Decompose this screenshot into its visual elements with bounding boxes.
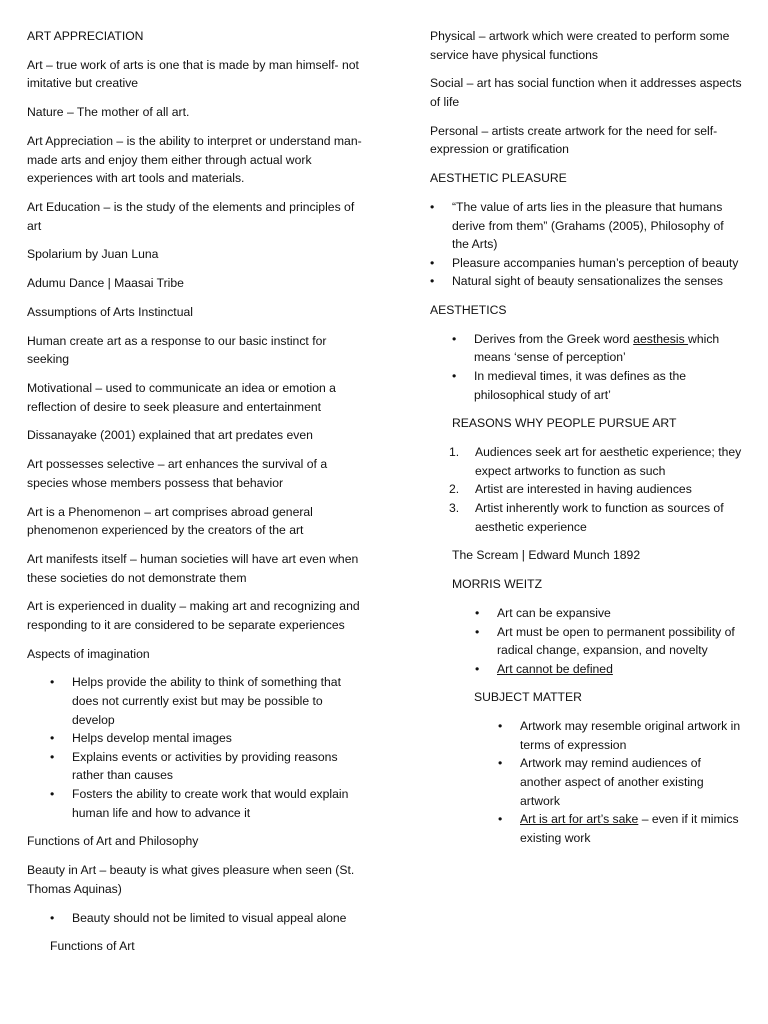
bullet-icon: • [50,910,55,925]
paragraph-nature: Nature – The mother of all art. [27,105,190,120]
paragraph-personal: Personal – artists create artwork for the need for self-expression or gratification [430,123,718,157]
paragraph-functions-of-art: Functions of Art [50,939,135,954]
heading-reasons: REASONS WHY PEOPLE PURSUE ART [452,416,677,431]
paragraph-art-education: Art Education – is the study of the elements and principles of art [27,199,355,233]
paragraph-duality: Art is experienced in duality – making art and recognizing and responding to it are considered to be separate experiences [27,599,360,632]
list-number: 3. [449,500,460,515]
list-item: • Artwork may resemble original artwork in terms of expression [498,719,741,752]
paragraph-selective: Art possesses selective – art enhances the survival of a species whose members possess that behavior [27,457,328,490]
paragraph-social: Social – art has social function when it addresses aspects of life [430,76,742,109]
list-item: • Fosters the ability to create work that would explain human life and how to advance it [50,787,349,820]
right-column [430,27,742,858]
list-item: • Beauty should not be limited to visual appeal alone [72,909,365,928]
list-item: • Pleasure accompanies human’s perception of beauty [452,254,742,273]
left-column [27,27,365,966]
bullet-icon: • [475,661,480,676]
paragraph-functions-philosophy: Functions of Art and Philosophy [27,834,199,849]
list-item: • Natural sight of beauty sensationalizes the senses [452,272,742,291]
list-item: • Art is art for art’s sake – even if it mimics existing work [498,812,739,845]
subject-list [430,717,742,847]
heading-aesthetics: AESTHETICS [430,303,507,318]
bullet-icon: • [452,331,457,346]
heading-morris-weitz: MORRIS WEITZ [452,577,543,592]
list-item: • Helps develop mental images [72,729,365,748]
imagination-list [27,673,365,822]
weitz-list [430,604,742,678]
bullet-icon: • [475,605,480,620]
list-item: 1. Audiences seek art for aesthetic experience; they expect artworks to function as such [449,445,742,478]
bullet-icon: • [50,787,55,801]
paragraph-motivational: Motivational – used to communicate an idea or emotion a reflection of desire to seek pleasure and entertainment [27,381,336,414]
list-number: 1. [449,445,460,460]
bullet-icon: • [498,756,503,771]
bullet-icon: • [50,749,55,764]
bullet-icon: • [50,675,55,690]
paragraph-art-appreciation: Art Appreciation – is the ability to interpret or understand man-made arts and enjoy them either through actual work experiences with art tools and materials. [27,133,362,186]
list-item: • Artwork may remind audiences of another aspect of another existing artwork [498,756,704,808]
heading-subject-matter: SUBJECT MATTER [474,690,582,705]
bullet-icon: • [430,199,435,214]
bullet-icon: • [50,731,55,746]
paragraph-manifests: Art manifests itself – human societies will have art even when these societies do not demonstrate them [27,551,359,585]
bullet-icon: • [498,719,503,734]
pleasure-list [430,198,742,291]
list-item: • Explains events or activities by providing reasons rather than causes [50,749,338,783]
list-number: 2. [449,482,460,497]
beauty-list [27,909,365,928]
list-item: • Helps provide the ability to think of something that does not currently exist but may be possible to develop [50,675,341,727]
paragraph-physical: Physical – artwork which were created to perform some service have physical functions [430,29,730,62]
paragraph-assumptions: Assumptions of Arts Instinctual [27,304,193,319]
heading-aesthetic-pleasure: AESTHETIC PLEASURE [430,171,567,186]
paragraph-beauty-in-art: Beauty in Art – beauty is what gives pleasure when seen (St. Thomas Aquinas) [27,863,355,896]
paragraph-dissanayake: Dissanayake (2001) explained that art predates even [27,428,313,443]
reasons-list [430,443,742,536]
bullet-icon: • [498,812,503,827]
paragraph-spolarium: Spolarium by Juan Luna [27,247,159,262]
list-item: • Art must be open to permanent possibility of radical change, expansion, and novelty [475,624,735,658]
paragraph-phenomenon: Art is a Phenomenon – art comprises abroad general phenomenon experienced by the creators of the art [27,504,313,538]
bullet-icon: • [452,369,457,384]
paragraph-art-definition: Art – true work of arts is one that is made by man himself- not imitative but creative [27,57,359,91]
bullet-icon: • [430,274,435,289]
aesthetics-list [430,330,742,404]
paragraph-the-scream: The Scream | Edward Munch 1892 [452,548,641,563]
list-item: • Art cannot be defined [497,660,742,679]
list-item: 3. Artist inherently work to function as sources of aesthetic experience [449,500,724,534]
paragraph-aspects-imagination: Aspects of imagination [27,646,150,661]
paragraph-instinct: Human create art as a response to our basic instinct for seeking [27,333,327,367]
list-item: • Art can be expansive [497,604,742,623]
aesthesis-term: aesthesis [633,331,689,346]
list-item: • “The value of arts lies in the pleasure that humans derive from them” (Grahams (2005), Philosophy of the Arts) [430,199,724,252]
list-item: • Derives from the Greek word aesthesis which means ‘sense of perception’ [452,331,720,365]
bullet-icon: • [430,255,435,270]
bullet-icon: • [475,624,480,639]
list-item: 2. Artist are interested in having audiences [475,480,742,499]
paragraph-adumu-dance: Adumu Dance | Maasai Tribe [27,276,184,291]
list-item: • In medieval times, it was defines as the philosophical study of art’ [452,369,687,402]
heading-art-appreciation: ART APPRECIATION [27,29,144,43]
